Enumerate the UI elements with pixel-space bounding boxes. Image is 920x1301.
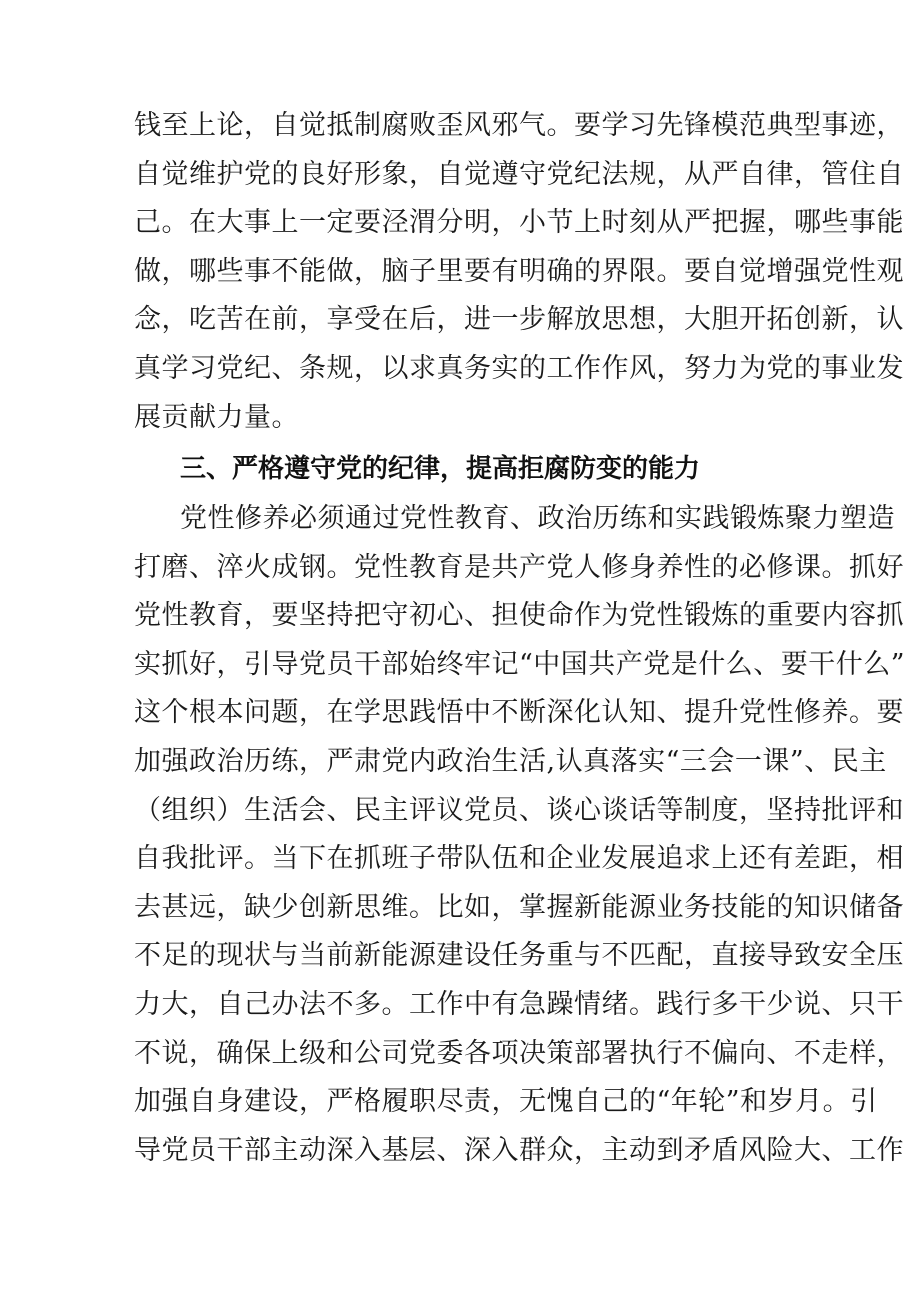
paragraph-line: 做，哪些事不能做，脑子里要有明确的界限。要自觉增强党性观 bbox=[134, 255, 904, 287]
paragraph-line: 这个根本问题，在学思践悟中不断深化认知、提升党性修养。要 bbox=[134, 697, 904, 729]
paragraph-line: 真学习党纪、条规，以求真务实的工作作风，努力为党的事业发 bbox=[134, 352, 904, 384]
paragraph-line: 去甚远，缺少创新思维。比如，掌握新能源业务技能的知识储备 bbox=[134, 891, 904, 923]
paragraph-line: 力大，自己办法不多。工作中有急躁情绪。践行多干少说、只干 bbox=[134, 988, 904, 1020]
paragraph-line: 加强自身建设，严格履职尽责，无愧自己的“年轮”和岁月。引 bbox=[134, 1086, 878, 1118]
paragraph-line: 党性教育，要坚持把守初心、担使命作为党性锻炼的重要内容抓 bbox=[134, 600, 904, 632]
paragraph-line: 自觉维护党的良好形象，自觉遵守党纪法规，从严自律，管住自 bbox=[134, 158, 904, 190]
paragraph-line: 导党员干部主动深入基层、深入群众，主动到矛盾风险大、工作 bbox=[134, 1134, 904, 1166]
paragraph-party-discipline bbox=[134, 495, 906, 1175]
paragraph-line: 自我批评。当下在抓班子带队伍和企业发展追求上还有差距，相 bbox=[134, 843, 904, 875]
section-heading: 三、严格遵守党的纪律，提高拒腐防变的能力 bbox=[180, 454, 701, 484]
paragraph-line: 加强政治历练，严肃党内政治生活,认真落实“三会一课”、民主 bbox=[134, 745, 887, 777]
paragraph-line: 钱至上论，自觉抵制腐败歪风邪气。要学习先锋模范典型事迹， bbox=[134, 110, 904, 141]
paragraph-line: 党性修养必须通过党性教育、政治历练和实践锻炼聚力塑造 bbox=[180, 503, 895, 534]
paragraph-line: 打磨、淬火成钢。党性教育是共产党人修身养性的必修课。抓好 bbox=[134, 551, 904, 583]
paragraph-line: 实抓好，引导党员干部始终牢记“中国共产党是什么、要干什么” bbox=[134, 648, 906, 680]
paragraph-line: 展贡献力量。 bbox=[134, 401, 299, 433]
paragraph-line: 己。在大事上一定要泾渭分明，小节上时刻从严把握，哪些事能 bbox=[134, 207, 904, 239]
paragraph-line: 不足的现状与当前新能源建设任务重与不匹配，直接导致安全压 bbox=[134, 940, 904, 972]
paragraph-continued bbox=[134, 102, 904, 442]
paragraph-line: （组织）生活会、民主评议党员、谈心谈话等制度，坚持批评和 bbox=[134, 794, 904, 826]
paragraph-line: 念，吃苦在前，享受在后，进一步解放思想，大胆开拓创新，认 bbox=[134, 304, 904, 336]
paragraph-line: 不说，确保上级和公司党委各项决策部署执行不偏向、不走样， bbox=[134, 1037, 904, 1069]
